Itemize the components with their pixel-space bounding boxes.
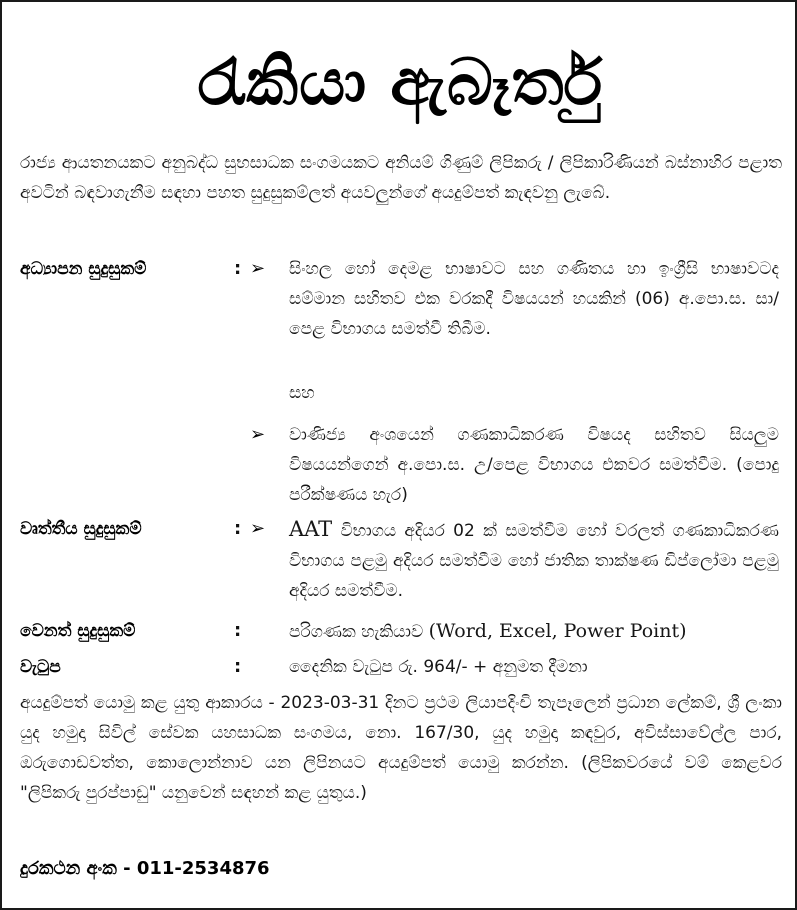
salary-item: දෛනික වැටුප රු. 964/- + අනුමත දීමනා	[289, 657, 588, 677]
application-paragraph: අයදුම්පත් යොමු කළ යුතු ආකාරය - 2023-03-31 දිනට ප්‍රථම ලියාපදිංචි තැපෑලෙන් ප්‍රධාන ලේකම්, ශ්‍රී ලංකා යුද හමුදා සිවිල් සේවක යහසාධක සංගමය, නො. 167/30, යුද හමුදා කඳවුර, අවිස්සාවේල්ල පාර, ඔරුගොඩවත්ත, කොලොන්නාව යන ලිපිනයට අයදුම්පත් යොමු කරන්න. (ලිපිකවරයේ වම් කෙළවර "ලිපිකරු පුරප්පාඩු" යනුවෙන් සඳහන් කළ යුතුය.)	[20, 693, 782, 803]
salary-label: වැටුප	[20, 657, 61, 677]
professional-colon: :	[234, 518, 242, 539]
education-label: අධ්‍යාපන සුදුසුකම්	[20, 259, 147, 279]
other-item-software: (Word, Excel, Power Point)	[428, 620, 687, 642]
other-item-prefix: පරිගණක හැකියාව	[289, 622, 429, 642]
education-item-2: වාණිජ්‍ය අංශයෙන් ගණකාධිකරණ විෂයද සහිතව සියලුම විෂයයන්ගෙන් අ.පො.ස. උ/පෙළ විභාගය එකවර සමත්වීම. (පොදු පරීක්ෂණය හැර)	[289, 425, 779, 505]
aat-text: AAT	[289, 517, 333, 541]
other-label: වෙනත් සුදුසුකම්	[20, 621, 136, 641]
other-colon: :	[234, 620, 242, 641]
salary-colon: :	[234, 656, 242, 677]
intro-paragraph: රාජ්‍ය ආයතනයකට අනුබද්ධ සුභසාධක සංගමයකට අනියම් ගිණුම් ලිපිකරු / ලිපිකාරිණියන් බස්නාහිර පළාත අවටින් බඳවාගැනීම සඳහා පහත සුදුසුකම්ලත් අයවලුන්ගේ අයදුම්පත් කැඳවනු ලැබේ.	[20, 153, 782, 203]
education-colon: :	[234, 258, 242, 279]
professional-item-text: විභාගය අදියර 02 ක් සමත්වීම හෝ වරලත් ගණකාධිකරණ විභාගය පළමු අදියර සමත්වීම හෝ ජාතික තාක්ෂණ ඩිප්ලෝමා පළමු අදියර සමත්වීම.	[289, 521, 779, 601]
arrow-icon: ➢	[250, 518, 266, 539]
education-item-1: සිංහල හෝ දෙමළ භාෂාවට සහ ගණිතය හා ඉංග්‍රීසි භාෂාවටද සම්මාන සහිතව එක වරකදී විෂයයන් හයකින් (06) අ.පො.ස. සා/පෙළ විභාගය සමත්වී තිබීම.	[289, 259, 779, 339]
education-connector: සහ	[289, 383, 315, 403]
professional-label: වෘත්තීය සුදුසුකම්	[20, 519, 142, 539]
professional-item	[289, 514, 779, 606]
phone-number: දුරකථන අංක - 011-2534876	[20, 858, 270, 879]
page-title: රැකියා ඇබෑර්තු	[197, 46, 604, 120]
arrow-icon: ➢	[250, 424, 266, 445]
other-item	[289, 616, 779, 647]
arrow-icon: ➢	[250, 258, 266, 279]
